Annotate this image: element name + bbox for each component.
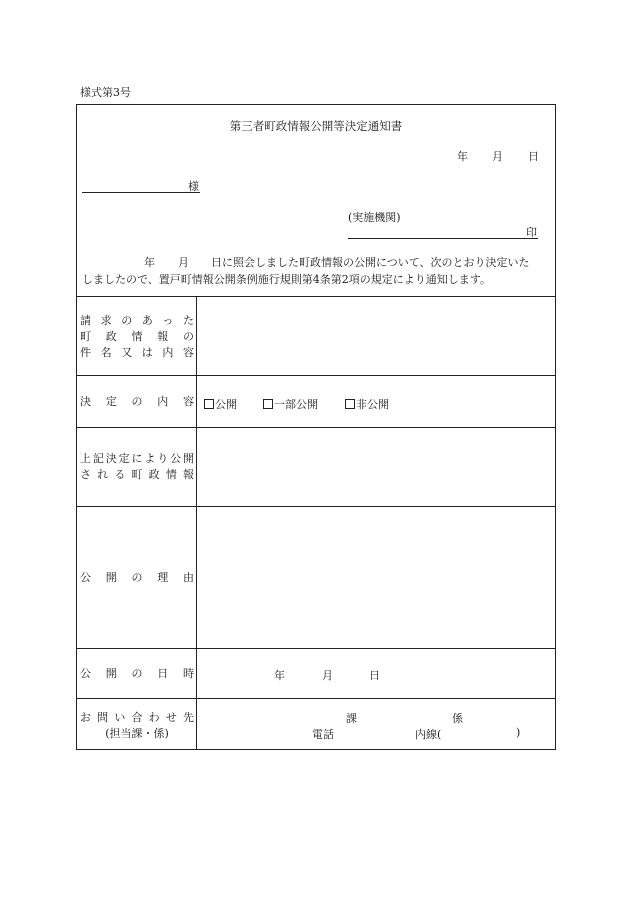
addressee-line[interactable] — [82, 192, 200, 193]
option-partial-public[interactable]: 一部公開 — [263, 396, 318, 412]
body-year: 年 — [144, 256, 155, 269]
contact-phone: 電話 — [312, 728, 334, 741]
table-top-line — [76, 296, 556, 297]
request-label: 請求のあった 町政情報の 件名又は内容 — [80, 314, 194, 359]
option-public[interactable]: 公開 — [204, 396, 237, 412]
body-line1: 日に照会しました町政情報の公開について、次のとおり決定いた — [211, 256, 530, 269]
checkbox-icon[interactable] — [263, 399, 273, 409]
contact-label: お問い合わせ先 — [80, 711, 194, 724]
contact-extension: 内線( — [415, 728, 442, 741]
checkbox-icon[interactable] — [204, 399, 214, 409]
body-line2: しましたので、置戸町情報公開条例施行規則第4条第2項の規定により通知します。 — [82, 273, 491, 286]
disclosure-year: 年 — [274, 669, 285, 682]
contact-sublabel: (担当課・係) — [105, 727, 169, 740]
column-divider — [196, 296, 197, 750]
option-non-public[interactable]: 非公開 — [345, 396, 389, 412]
row-divider — [76, 427, 556, 428]
contact-extension-close: ) — [516, 726, 521, 739]
row-divider — [76, 375, 556, 376]
decision-label: 決定の内容 — [80, 395, 194, 408]
document-title: 第三者町政情報公開等決定通知書 — [229, 119, 403, 133]
date-year: 年 — [457, 150, 468, 163]
signature-line[interactable] — [348, 238, 538, 239]
form-number: 様式第3号 — [80, 86, 131, 99]
disclosure-month: 月 — [322, 669, 333, 682]
disclosed-info-label: 上記決定により公開 される町政情報 — [80, 452, 194, 481]
disclosure-day: 日 — [369, 669, 380, 682]
date-month: 月 — [492, 150, 503, 163]
contact-subsection: 係 — [452, 712, 463, 725]
datetime-label: 公開の日時 — [80, 667, 194, 680]
seal-mark: 印 — [526, 226, 537, 239]
reason-label: 公開の理由 — [80, 571, 194, 584]
body-month: 月 — [178, 256, 189, 269]
contact-section: 課 — [346, 712, 357, 725]
date-day: 日 — [528, 150, 539, 163]
row-divider — [76, 506, 556, 507]
row-divider — [76, 648, 556, 649]
addressee-suffix: 様 — [188, 180, 199, 193]
row-divider — [76, 698, 556, 699]
checkbox-icon[interactable] — [345, 399, 355, 409]
implementing-org-label: (実施機関) — [348, 211, 401, 224]
